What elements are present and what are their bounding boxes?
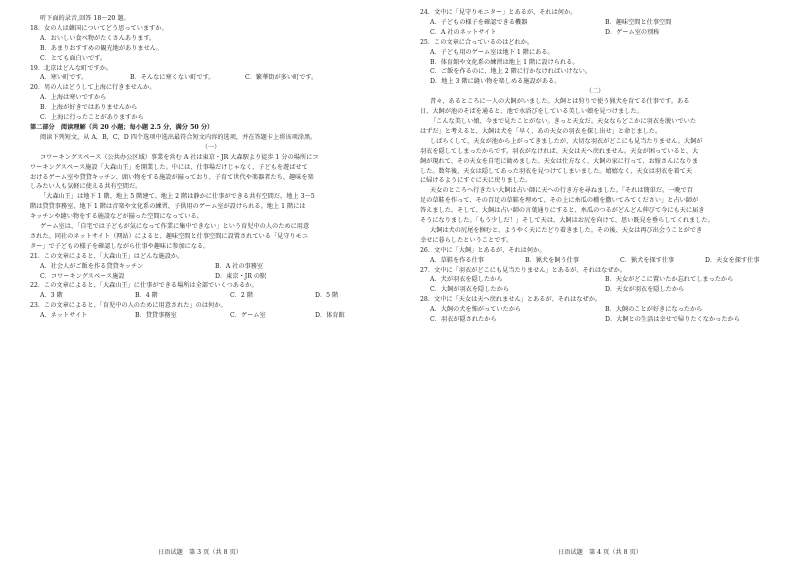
q25-option-b: B．体育館や文化系の練習は地上 1 階に設けられる。: [430, 58, 579, 66]
left-page-footer: 日语试题 第 3 页（共 8 页）: [158, 549, 242, 556]
part2-heading: 第二部分 阅读理解（共 20 小题；每小题 2.5 分，满分 50 分）: [30, 123, 214, 131]
q28-stem: 28．文中に「天女は天へ戻れません」とあるが、それはなぜか。: [420, 296, 602, 304]
q21-options-row2: [30, 272, 392, 282]
q21-option-b: B．A 社の事務室: [215, 262, 264, 270]
q21-stem: 21．この文章によると、「大森山王」はどんな施設か。: [30, 252, 184, 260]
q18-stem: 18．女の人は韓国についてどう思っていますか。: [30, 24, 168, 32]
section-1-marker: （一）: [201, 143, 221, 151]
q19-options: [30, 73, 392, 83]
listening-intro: 听下面的录音,回答 18～20 题。: [40, 15, 130, 22]
q22-options: [30, 291, 392, 301]
q22-option-b: B．4 階: [135, 292, 158, 300]
passage1-p2-line3: キッチンや縫い物をする施設などが揃った空間になっている。: [30, 213, 203, 221]
passage2-s1-line2: 日、大飼が池のそばを通ると、池で水浴びをしている美しい娘を見つけました。: [420, 108, 643, 116]
q22-stem: 22．この文章によると、「大森山王」に仕事ができる場所は全部でいくつあるか。: [30, 282, 258, 290]
q27-option-c: C．大飼が羽衣を隠したから: [430, 286, 509, 294]
q27-options-row1: [420, 275, 770, 285]
part2-instruction: 阅读下列短文，从 A，B，C，D 四个选项中选出最符合短文内容的选项，并在答题卡上将该项涂黑。: [40, 133, 317, 141]
q22-option-a: A．3 階: [40, 292, 63, 300]
passage2-s1-line1: 昔々、あるところに一人の大飼がいました。大飼とは狩りで使う猟犬を育てる仕事です。ある: [430, 98, 690, 106]
q27-option-d: D．天女が羽衣を隠したから: [605, 286, 685, 294]
passage2-s3-line1: しばらくして、天女が池から上がってきましたが、大切な羽衣がどこにも見当たりません。大飼が: [430, 137, 703, 145]
q25-stem: 25．この文章に合っているのはどれか。: [420, 38, 534, 46]
q27-option-a: A．犬が羽衣を隠したから: [430, 276, 503, 284]
passage1-p3-line2: された。同社のネットサイト（网站）によると、趣味空間と仕事空間に設置されている「見守りモニ: [30, 232, 309, 240]
passage2-s4-line3: 答えました。そして、大飼は占い師の言葉通りにすると、糸瓜のつるがどんどん伸びて今にも天に届き: [420, 207, 705, 215]
q23-option-b: B．貸貸事務室: [135, 312, 177, 320]
q25-option-c: C．ご飯を作るのに、地上 2 階に行かなければいけない。: [430, 68, 592, 76]
q25-option-a: A．子ども用のゲーム室は地下 1 階にある。: [430, 48, 554, 56]
q21-option-c: C．コワーキングスペース施設: [40, 272, 125, 280]
q26-options: [420, 256, 770, 266]
q19-stem: 19．北京はどんな町ですか。: [30, 64, 113, 72]
passage2-s5-line1: 大飼は犬の尻尾を掴むと、ようやく天にたどり着きました。その後、天女は再び出会うことができ: [430, 226, 703, 234]
q27-options-row2: [420, 285, 770, 295]
q24-stem: 24．文中に「見守りモニター」とあるが、それは何か。: [420, 9, 577, 16]
q23-option-c: C．ゲーム室: [230, 312, 266, 320]
q25-option-d: D．地上 3 階に縫い物を楽しめる施設がある。: [430, 78, 561, 86]
q22-option-c: C．2 階: [230, 292, 254, 300]
q27-option-b: B．天女がどこに置いたか忘れてしまったから: [605, 276, 734, 284]
q23-option-d: D．体育館: [315, 312, 345, 320]
q21-option-d: D．東京・JR の駅: [215, 272, 267, 280]
q28-option-c: C．羽衣が隠されたから: [430, 316, 497, 324]
q18-option-b: B．あまりおすすめの観光地がありません。: [40, 44, 163, 52]
passage2-s4-line4: そうになりました。「もう少しだ！」そして天は、大飼はお尻を向けて、思い既見を垂らしてくれました。: [420, 217, 714, 225]
passage2-s3-line3: 飼が現れて、その天女を自宅に勧めました。天女は仕方なく、大飼の家に行って、お嫁さんになりま: [420, 157, 699, 165]
passage2-s3-line4: した。数年後、天女は隠してあった羽衣を見つけてしまいました。嬉嬉なく、天女は羽衣を着て天: [420, 167, 693, 175]
q27-stem: 27．文中に「羽衣がどこにも見当たりません」とあるが、それはなぜか。: [420, 266, 626, 274]
passage1-p1-line2: ワーキングスペース施設「大森山王」を開業した。中には、仕事場だけじゃなく、子どもを遊ばせて: [30, 163, 308, 171]
q21-options-row1: [30, 262, 392, 272]
q19-option-c: C．繁華街が多い町です。: [245, 74, 318, 82]
q28-option-b: B．大飼のことが好きになったから: [605, 306, 703, 314]
q18-option-c: C．とても面白いです。: [40, 54, 107, 62]
q26-stem: 26．文中に「大飼」とあるが、それは何か。: [420, 246, 546, 254]
q24-option-a: A．子どもの様子を確認できる機器: [430, 18, 528, 26]
q26-option-a: A．草鞋を作る仕事: [430, 256, 484, 264]
passage2-s4-line2: 足の草鞋を作って、その百足の草鞋を埋めて、その上に糸瓜の種を撒いてみてください」と占い師が: [420, 197, 699, 205]
q20-option-a: A．上海は寒いですから: [40, 94, 107, 102]
q28-option-d: D．大飼との生活は幸せで帰りたくなかったから: [605, 316, 740, 324]
passage2-s5-line2: 幸せに暮らしたということです。: [420, 236, 513, 244]
q26-option-c: C．猟犬を探す仕事: [620, 256, 675, 264]
q26-option-b: B．猟犬を飼う仕事: [525, 256, 580, 264]
passage1-p1-line3: おけるゲーム室や貸貸キッチン、頭い物をする施設が揃っており、子育て世代や楽器者たち、趣味を楽: [30, 173, 314, 181]
q23-options: [30, 311, 392, 321]
passage2-s2-line2: はずだ」と考えると、大飼は犬を「早く、あの天女の羽衣を探し出せ」と命じました。: [420, 127, 662, 135]
right-page-footer: 日语试题 第 4 页（共 8 页）: [558, 549, 642, 556]
passage1-p1-line1: コワーキングスペース（公共办公区域）事業を営む A 社は東京・JR 大森駅より徒歩 1 分の場所にコ: [40, 153, 319, 161]
q28-options-row2: [420, 315, 770, 325]
section-2-marker: （二）: [585, 88, 605, 96]
q20-option-b: B．上海が好きではありませんから: [40, 104, 138, 112]
passage1-p2-line1: 「大森山王」は地下 1 階、地上 5 階建て。地上 2 階は静かに仕事ができる共有空間だ。地上 3～5: [40, 193, 315, 201]
right-page: [400, 0, 800, 566]
passage1-p1-line4: しみたい人も気軽に使える共有空間だ。: [30, 183, 142, 191]
passage1-p3-line3: ター」で子どもの様子を確認しながら仕事や趣味に参加になる。: [30, 242, 210, 250]
q24-option-d: D．ゲーム室の別称: [605, 28, 660, 36]
q24-option-c: C．A 社のネットサイト: [430, 28, 497, 36]
q19-option-b: B．そんなに寒くない町です。: [130, 74, 215, 82]
q20-option-c: C．上海に行ったことがありますから: [40, 114, 144, 122]
passage2-s2-line1: 「こんな美しい娘、今まで見たことがない。きっと天女だ。天女ならどこかに羽衣を脱いでいた: [430, 117, 697, 125]
passage2-s3-line2: 羽衣を隠してしまったからです。羽衣がなければ、天女は天へ戻れません。天女が困っていると、大: [420, 147, 699, 155]
passage2-s3-line5: に帰けるようにすぐに天に戻りました。: [420, 177, 532, 185]
q19-option-a: A．寒い町です。: [40, 74, 88, 82]
q28-options-row1: [420, 305, 770, 315]
q23-stem: 23．この文章によると、「育児中の人のために用意された」のは何か。: [30, 302, 227, 310]
q21-option-a: A．社会人がご飯を作る貸貸キッチン: [40, 262, 144, 270]
passage2-s4-line1: 天女のところへ行きたい大飼は占い師に天への行き方を尋ねました。「それは簡単だ。一晩で百: [430, 187, 693, 195]
q24-option-b: B．趣味空間と仕事空間: [605, 18, 672, 26]
q28-option-a: A．大飼の犬を怖がっていたから: [430, 306, 522, 314]
q24-options-row1: [420, 18, 770, 28]
q26-option-d: D．天女を探す仕事: [705, 256, 760, 264]
q23-option-a: A．ネットサイト: [40, 312, 88, 320]
q22-option-d: D．5 階: [315, 292, 339, 300]
q24-options-row2: [420, 28, 770, 38]
q20-stem: 20．男の人はどうして上海に行きませんか。: [30, 84, 156, 92]
passage1-p2-line2: 階は貸貸事務室、地下 1 階は音楽や文化系の練習、子供用のゲーム室が設けられる。地上 1 階には: [30, 203, 306, 211]
q18-option-a: A．おいしい食べ物がたくさんあります。: [40, 34, 156, 42]
passage1-p3-line1: ゲーム室は、「自宅では子どもが気になって作業に集中できない」という育児中の人のために用意: [40, 223, 310, 231]
